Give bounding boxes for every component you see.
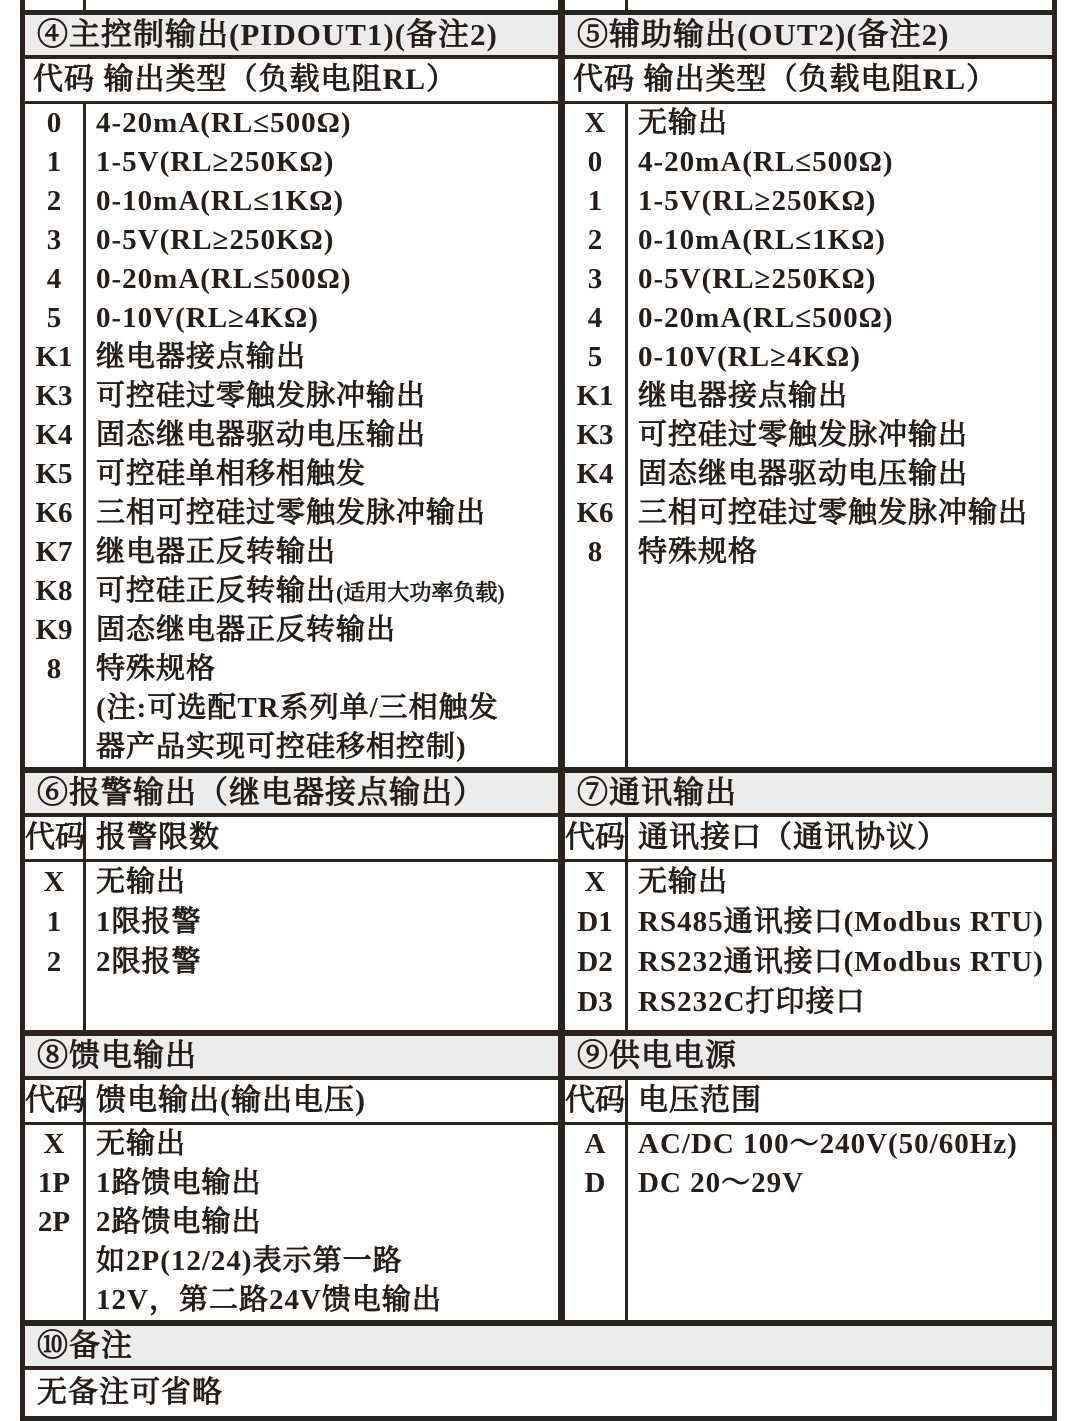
- table-row: [565, 260, 1052, 299]
- row-desc: [625, 221, 1052, 260]
- column-header: 代码 输出类型（负载电阻RL）: [25, 59, 558, 104]
- row-desc: [83, 862, 558, 902]
- row-desc-text: 继电器接点输出: [96, 341, 307, 373]
- row-desc: [83, 689, 558, 728]
- row-code: 1: [46, 146, 62, 178]
- column-header-desc: 通讯接口（通讯协议）: [638, 821, 948, 854]
- table-row: [25, 1203, 558, 1242]
- table-row: [25, 689, 558, 728]
- row-code: D3: [577, 986, 613, 1018]
- table-row: [565, 494, 1052, 533]
- row-desc: [83, 1281, 558, 1320]
- section-title: ④主控制输出(PIDOUT1)(备注2): [25, 15, 558, 59]
- row-code: X: [584, 107, 606, 139]
- table-row: [565, 982, 1052, 1022]
- row-desc: [83, 377, 558, 416]
- column-header-code: 代码: [565, 1080, 628, 1122]
- row-code: D1: [577, 906, 613, 938]
- column-header-desc: 电压范围: [638, 1084, 762, 1117]
- row-desc-text: 可控硅过零触发脉冲输出: [638, 419, 969, 451]
- table-row: [565, 416, 1052, 455]
- code-list: [25, 1125, 558, 1320]
- row-desc: [625, 338, 1052, 377]
- section-feed-power-output: [25, 1036, 558, 1320]
- row-desc-text: 0-10mA(RL≤1KΩ): [638, 224, 887, 256]
- section-title: ⑨供电电源: [565, 1036, 1052, 1080]
- row-desc: [83, 143, 558, 182]
- row-code: [25, 689, 83, 728]
- row-desc: [83, 1203, 558, 1242]
- code-column-divider: [83, 1125, 86, 1320]
- remnant-left-border: [20, 0, 25, 10]
- row-desc-text: RS232C打印接口: [638, 986, 866, 1018]
- row-desc-text: 可控硅正反转输出: [96, 575, 337, 607]
- row-desc-text: AC/DC 100～240V(50/60Hz): [638, 1128, 1018, 1160]
- table-row: [565, 1125, 1052, 1164]
- middle-vertical-border: [558, 15, 565, 1320]
- code-list: [25, 862, 558, 1030]
- row-desc-text: 器产品实现可控硅移相控制): [96, 731, 467, 763]
- section-power-supply: [565, 1036, 1052, 1320]
- section-title: ⑦通讯输出: [565, 773, 1052, 817]
- row-code: 1P: [37, 1167, 71, 1199]
- column-header-code: 代码: [25, 1080, 86, 1122]
- row-desc: [625, 533, 1052, 572]
- table-row: [565, 104, 1052, 143]
- row-code: K3: [576, 419, 614, 451]
- table-row: [565, 299, 1052, 338]
- row-desc-text: 继电器正反转输出: [96, 536, 337, 568]
- row-code: 5: [46, 302, 62, 334]
- row-code: 1: [587, 185, 603, 217]
- row-desc: [625, 1164, 1052, 1203]
- table-row: [25, 182, 558, 221]
- code-column-divider: [625, 862, 628, 1030]
- table-row: [25, 650, 558, 689]
- row-desc-text: 特殊规格: [638, 536, 759, 568]
- code-list: [565, 862, 1052, 1030]
- row-desc-text: 0-5V(RL≥250KΩ): [96, 224, 335, 256]
- row-desc-note: (适用大功率负载): [336, 580, 505, 605]
- row-desc-text: 特殊规格: [96, 653, 217, 685]
- row-desc-text: 4-20mA(RL≤500Ω): [96, 107, 352, 139]
- row-code: 3: [46, 224, 62, 256]
- row-desc: [83, 416, 558, 455]
- column-header-desc: 馈电输出(输出电压): [96, 1084, 366, 1117]
- row-desc: [83, 902, 558, 942]
- row-desc-text: 1限报警: [96, 906, 202, 938]
- row-desc-text: RS232通讯接口(Modbus RTU): [638, 946, 1044, 978]
- table-row: [25, 260, 558, 299]
- row-code: 0: [46, 107, 62, 139]
- row-code: [25, 728, 83, 767]
- row-code: 2P: [37, 1206, 71, 1238]
- table-row: [565, 221, 1052, 260]
- table-row: [25, 1281, 558, 1320]
- row-desc-text: 12V，第二路24V馈电输出: [96, 1284, 442, 1316]
- row-desc-text: 0-10V(RL≥4KΩ): [96, 302, 319, 334]
- section-title: ⑥报警输出（继电器接点输出）: [25, 773, 558, 817]
- row-desc: [83, 1125, 558, 1164]
- code-list: [25, 104, 558, 767]
- table-row: [565, 377, 1052, 416]
- table-row: [565, 143, 1052, 182]
- table-row: [25, 104, 558, 143]
- row-code: 4: [46, 263, 62, 295]
- table-row: [25, 338, 558, 377]
- code-column-divider: [625, 1125, 628, 1320]
- row-desc: [83, 455, 558, 494]
- row-code: [25, 1281, 83, 1320]
- row-desc: [625, 104, 1052, 143]
- row-desc-text: 无输出: [96, 1128, 187, 1160]
- row-desc: [83, 1242, 558, 1281]
- table-row: [25, 902, 558, 942]
- row-desc-text: 0-5V(RL≥250KΩ): [638, 263, 877, 295]
- table-row: [25, 455, 558, 494]
- row-code: [25, 1242, 83, 1281]
- row-desc: [83, 611, 558, 650]
- row-desc: [83, 650, 558, 689]
- row-desc-text: 0-10V(RL≥4KΩ): [638, 341, 861, 373]
- row-desc-text: 2路馈电输出: [96, 1206, 262, 1238]
- row-desc: [83, 104, 558, 143]
- row-desc: [625, 182, 1052, 221]
- row-desc: [625, 1125, 1052, 1164]
- row-desc: [625, 143, 1052, 182]
- row-desc: [625, 862, 1052, 902]
- column-header: [565, 817, 1052, 862]
- row-desc-text: 无输出: [96, 866, 187, 898]
- table-row: [565, 862, 1052, 902]
- section-main-control-output: [25, 15, 558, 767]
- table-row: [25, 299, 558, 338]
- column-header-desc: 报警限数: [96, 821, 220, 854]
- row-desc-text: 继电器接点输出: [638, 380, 849, 412]
- row-desc: [625, 299, 1052, 338]
- row-desc-text: 1-5V(RL≥250KΩ): [638, 185, 877, 217]
- table-row: [565, 182, 1052, 221]
- row-code: K6: [576, 497, 614, 529]
- row-desc: [83, 1164, 558, 1203]
- row-code: K4: [35, 419, 73, 451]
- two-column-area: [25, 15, 1052, 1320]
- row-desc: [83, 182, 558, 221]
- section-title: ⑤辅助输出(OUT2)(备注2): [565, 15, 1052, 59]
- row-code: 8: [46, 653, 62, 685]
- row-desc-text: 1-5V(RL≥250KΩ): [96, 146, 335, 178]
- row-desc-text: 固态继电器驱动电压输出: [96, 419, 427, 451]
- code-column-divider: [83, 862, 86, 1030]
- left-column: [25, 15, 558, 1320]
- row-desc-text: 0-20mA(RL≤500Ω): [96, 263, 352, 295]
- section-remarks: [25, 1326, 1052, 1416]
- remarks-content: 无备注可省略: [37, 1376, 223, 1409]
- row-code: K7: [35, 536, 73, 568]
- row-desc: [83, 533, 558, 572]
- row-code: 1: [46, 906, 62, 938]
- section-alarm-output: [25, 773, 558, 1030]
- section-aux-output: [565, 15, 1052, 767]
- row-code: 2: [587, 224, 603, 256]
- row-desc-text: 0-10mA(RL≤1KΩ): [96, 185, 345, 217]
- row-desc: [625, 982, 1052, 1022]
- table-row: [25, 611, 558, 650]
- row-code: K4: [576, 458, 614, 490]
- table-row: [565, 1164, 1052, 1203]
- table-row: [25, 862, 558, 902]
- row-code: 4: [587, 302, 603, 334]
- row-desc-text: 三相可控硅过零触发脉冲输出: [638, 497, 1029, 529]
- section-communication-output: [565, 773, 1052, 1030]
- row-desc: [83, 299, 558, 338]
- remnant-middle-border: [558, 0, 565, 10]
- row-desc: [625, 942, 1052, 982]
- right-column: [565, 15, 1052, 1320]
- row-code: 5: [587, 341, 603, 373]
- row-code: X: [584, 866, 606, 898]
- table-row: [25, 221, 558, 260]
- table-row: [25, 494, 558, 533]
- row-code: K6: [35, 497, 73, 529]
- row-desc-text: 1路馈电输出: [96, 1167, 262, 1199]
- remnant-left-divider: [83, 0, 86, 10]
- row-desc-text: 可控硅单相移相触发: [96, 458, 367, 490]
- row-desc-text: RS485通讯接口(Modbus RTU): [638, 906, 1044, 938]
- row-code: A: [584, 1128, 606, 1160]
- column-header-code: 代码: [565, 817, 628, 859]
- row-desc: [625, 494, 1052, 533]
- row-desc: [83, 494, 558, 533]
- table-row: [25, 728, 558, 767]
- row-code: K3: [35, 380, 73, 412]
- column-header: 代码 输出类型（负载电阻RL）: [565, 59, 1052, 104]
- table-row: [25, 1164, 558, 1203]
- section-title: ⑧馈电输出: [25, 1036, 558, 1080]
- table-row: [25, 942, 558, 982]
- row-code: D2: [577, 946, 613, 978]
- row-desc-text: 固态继电器驱动电压输出: [638, 458, 969, 490]
- row-desc: [83, 728, 558, 767]
- section-title: ⑩备注: [25, 1326, 1052, 1370]
- row-desc: [625, 455, 1052, 494]
- table-row: [25, 1242, 558, 1281]
- row-code: X: [43, 1128, 65, 1160]
- row-desc: [625, 377, 1052, 416]
- table-row: [565, 338, 1052, 377]
- table-row: [25, 416, 558, 455]
- table-row: [25, 533, 558, 572]
- row-desc: [625, 416, 1052, 455]
- row-code: K1: [35, 341, 73, 373]
- code-list: [565, 1125, 1052, 1320]
- table-row: [565, 455, 1052, 494]
- column-header: [565, 1080, 1052, 1125]
- row-desc: [625, 260, 1052, 299]
- row-desc-text: 0-20mA(RL≤500Ω): [638, 302, 894, 334]
- row-desc-text: 无输出: [638, 866, 729, 898]
- column-header: [25, 817, 558, 862]
- row-desc: [83, 338, 558, 377]
- remnant-right-border: [1052, 0, 1057, 10]
- row-code: K8: [35, 575, 73, 607]
- table-row: [25, 572, 558, 611]
- table-row: [565, 942, 1052, 982]
- row-code: 8: [587, 536, 603, 568]
- row-desc-text: 三相可控硅过零触发脉冲输出: [96, 497, 487, 529]
- selection-code-table: [20, 10, 1057, 1421]
- row-code: K9: [35, 614, 73, 646]
- table-row: [565, 902, 1052, 942]
- code-list: [565, 104, 1052, 767]
- row-desc-text: 可控硅过零触发脉冲输出: [96, 380, 427, 412]
- row-code: 3: [587, 263, 603, 295]
- code-column-divider: [625, 104, 628, 767]
- row-desc: [83, 942, 558, 982]
- row-desc-text: 固态继电器正反转输出: [96, 614, 397, 646]
- row-code: D: [584, 1167, 606, 1199]
- row-desc: [625, 902, 1052, 942]
- row-code: 2: [46, 946, 62, 978]
- row-code: 2: [46, 185, 62, 217]
- table-row: [25, 377, 558, 416]
- row-desc-text: (注:可选配TR系列单/三相触发: [96, 692, 499, 724]
- row-desc: [83, 221, 558, 260]
- row-desc-text: 无输出: [638, 107, 729, 139]
- remnant-right-divider: [625, 0, 628, 10]
- table-row: [25, 143, 558, 182]
- table-row: [25, 1125, 558, 1164]
- column-header-code: 代码: [25, 817, 86, 859]
- row-desc-text: 如2P(12/24)表示第一路: [96, 1245, 403, 1277]
- row-desc: [83, 572, 558, 611]
- row-code: K1: [576, 380, 614, 412]
- row-code: X: [43, 866, 65, 898]
- table-row: [565, 533, 1052, 572]
- row-code: K5: [35, 458, 73, 490]
- code-column-divider: [83, 104, 86, 767]
- row-desc-text: DC 20～29V: [638, 1167, 805, 1199]
- row-desc-text: 4-20mA(RL≤500Ω): [638, 146, 894, 178]
- column-header: [25, 1080, 558, 1125]
- row-desc-text: 2限报警: [96, 946, 202, 978]
- row-code: 0: [587, 146, 603, 178]
- row-desc: [83, 260, 558, 299]
